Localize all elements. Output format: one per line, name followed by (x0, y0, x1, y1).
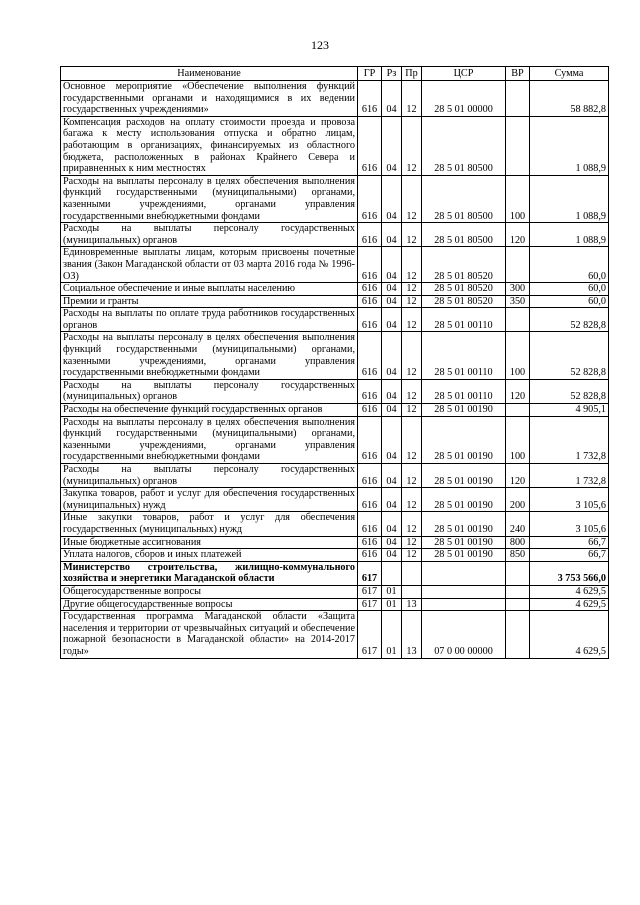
cell-csr: 28 5 01 80500 (422, 175, 506, 222)
header-vr: ВР (506, 67, 530, 81)
cell-pr: 12 (402, 81, 422, 117)
cell-rz: 01 (382, 598, 402, 611)
cell-rz: 01 (382, 585, 402, 598)
table-body (61, 81, 609, 659)
budget-table (60, 66, 609, 659)
cell-name: Единовременные выплаты лицам, которым присвоены почетные звания (Закон Магаданской области от 03 марта 2016 года № 1996-ОЗ) (61, 247, 358, 283)
cell-name: Уплата налогов, сборов и иных платежей (61, 549, 358, 562)
cell-gr: 616 (358, 416, 382, 463)
cell-name: Иные бюджетные ассигнования (61, 536, 358, 549)
cell-rz: 04 (382, 223, 402, 247)
cell-csr: 28 5 01 00190 (422, 549, 506, 562)
cell-csr: 28 5 01 00190 (422, 464, 506, 488)
cell-csr: 28 5 01 80520 (422, 283, 506, 296)
table-row (61, 598, 609, 611)
cell-pr: 12 (402, 512, 422, 536)
cell-name: Другие общегосударственные вопросы (61, 598, 358, 611)
cell-name: Расходы на выплаты персоналу государственных (муниципальных) органов (61, 464, 358, 488)
cell-sum: 1 732,8 (530, 416, 609, 463)
cell-pr: 12 (402, 332, 422, 379)
cell-pr (402, 585, 422, 598)
cell-pr (402, 561, 422, 585)
cell-sum: 4 629,5 (530, 585, 609, 598)
table-row (61, 308, 609, 332)
cell-rz: 01 (382, 611, 402, 658)
cell-rz: 04 (382, 308, 402, 332)
table-row (61, 549, 609, 562)
cell-name: Расходы на выплаты персоналу в целях обеспечения выполнения функций государственными (муниципальными) органами, казенными учреждениями, органами управления государственными внебюджетными фондами (61, 332, 358, 379)
cell-rz: 04 (382, 464, 402, 488)
cell-rz: 04 (382, 549, 402, 562)
cell-sum: 3 105,6 (530, 512, 609, 536)
cell-rz: 04 (382, 295, 402, 308)
header-name: Наименование (61, 67, 358, 81)
cell-sum: 52 828,8 (530, 332, 609, 379)
cell-gr: 616 (358, 295, 382, 308)
cell-pr: 12 (402, 247, 422, 283)
page-number: 123 (311, 38, 329, 52)
cell-name: Общегосударственные вопросы (61, 585, 358, 598)
cell-gr: 616 (358, 283, 382, 296)
cell-gr: 616 (358, 175, 382, 222)
cell-rz: 04 (382, 81, 402, 117)
cell-sum: 4 629,5 (530, 598, 609, 611)
cell-gr: 616 (358, 223, 382, 247)
cell-csr (422, 598, 506, 611)
cell-name: Расходы на выплаты по оплате труда работников государственных органов (61, 308, 358, 332)
cell-sum: 60,0 (530, 247, 609, 283)
cell-sum: 66,7 (530, 536, 609, 549)
cell-sum: 4 629,5 (530, 611, 609, 658)
cell-rz: 04 (382, 116, 402, 175)
header-rz: Рз (382, 67, 402, 81)
header-sum: Сумма (530, 67, 609, 81)
cell-pr: 12 (402, 549, 422, 562)
cell-pr: 12 (402, 416, 422, 463)
cell-name: Иные закупки товаров, работ и услуг для обеспечения государственных (муниципальных) нужд (61, 512, 358, 536)
cell-pr: 13 (402, 598, 422, 611)
cell-sum: 1 732,8 (530, 464, 609, 488)
cell-rz: 04 (382, 488, 402, 512)
cell-pr: 12 (402, 404, 422, 417)
table-row (61, 283, 609, 296)
cell-gr: 616 (358, 488, 382, 512)
cell-csr: 28 5 01 80520 (422, 247, 506, 283)
cell-rz: 04 (382, 379, 402, 403)
cell-rz: 04 (382, 175, 402, 222)
cell-csr: 28 5 01 00190 (422, 536, 506, 549)
cell-csr: 28 5 01 00000 (422, 81, 506, 117)
cell-csr: 28 5 01 00190 (422, 416, 506, 463)
cell-sum: 3 753 566,0 (530, 561, 609, 585)
cell-rz: 04 (382, 247, 402, 283)
cell-rz: 04 (382, 332, 402, 379)
cell-rz: 04 (382, 404, 402, 417)
cell-sum: 1 088,9 (530, 175, 609, 222)
cell-vr: 120 (506, 223, 530, 247)
table-row (61, 332, 609, 379)
table-row (61, 81, 609, 117)
cell-sum: 66,7 (530, 549, 609, 562)
cell-csr: 28 5 01 00190 (422, 488, 506, 512)
cell-sum: 1 088,9 (530, 223, 609, 247)
table-row (61, 536, 609, 549)
cell-name: Государственная программа Магаданской области «Защита населения и территории от чрезвычайных ситуаций и обеспечение пожарной безопасности в Магаданской области» на 2014-2017 годы» (61, 611, 358, 658)
table-row (61, 416, 609, 463)
cell-csr: 28 5 01 00110 (422, 308, 506, 332)
cell-name: Расходы на выплаты персоналу государственных (муниципальных) органов (61, 223, 358, 247)
cell-vr (506, 561, 530, 585)
cell-csr: 28 5 01 80500 (422, 223, 506, 247)
table-row (61, 295, 609, 308)
table-row (61, 611, 609, 658)
header-csr: ЦСР (422, 67, 506, 81)
table-row (61, 585, 609, 598)
table-row (61, 116, 609, 175)
table-row (61, 561, 609, 585)
cell-pr: 12 (402, 379, 422, 403)
cell-gr: 616 (358, 512, 382, 536)
cell-csr (422, 585, 506, 598)
cell-vr: 800 (506, 536, 530, 549)
cell-vr: 100 (506, 175, 530, 222)
cell-vr: 100 (506, 416, 530, 463)
table-header-row (61, 67, 609, 81)
cell-name: Расходы на выплаты персоналу государственных (муниципальных) органов (61, 379, 358, 403)
cell-name: Расходы на обеспечение функций государственных органов (61, 404, 358, 417)
cell-rz: 04 (382, 416, 402, 463)
cell-gr: 616 (358, 464, 382, 488)
header-pr: Пр (402, 67, 422, 81)
cell-sum: 60,0 (530, 283, 609, 296)
cell-gr: 616 (358, 404, 382, 417)
table-row (61, 464, 609, 488)
cell-sum: 52 828,8 (530, 308, 609, 332)
cell-gr: 617 (358, 561, 382, 585)
cell-csr: 07 0 00 00000 (422, 611, 506, 658)
cell-vr (506, 81, 530, 117)
cell-csr: 28 5 01 00190 (422, 512, 506, 536)
cell-csr: 28 5 01 00190 (422, 404, 506, 417)
cell-vr: 350 (506, 295, 530, 308)
header-gr: ГР (358, 67, 382, 81)
cell-vr (506, 247, 530, 283)
cell-csr: 28 5 01 80520 (422, 295, 506, 308)
cell-gr: 616 (358, 536, 382, 549)
cell-gr: 616 (358, 308, 382, 332)
cell-pr: 12 (402, 283, 422, 296)
cell-name: Расходы на выплаты персоналу в целях обеспечения выполнения функций государственными (муниципальными) органами, казенными учреждениями, органами управления государственными внебюджетными фондами (61, 416, 358, 463)
cell-gr: 616 (358, 332, 382, 379)
cell-vr (506, 598, 530, 611)
cell-csr: 28 5 01 00110 (422, 379, 506, 403)
cell-pr: 12 (402, 223, 422, 247)
table-row (61, 379, 609, 403)
cell-vr: 100 (506, 332, 530, 379)
cell-name: Компенсация расходов на оплату стоимости проезда и провоза багажа к месту использования отпуска и обратно лицам, работающим в организациях, финансируемых из областного бюджета, расположенных в районах Крайнего Севера и приравненных к ним местностях (61, 116, 358, 175)
cell-name: Основное мероприятие «Обеспечение выполнения функций государственными органами и находящимися в их ведении государственных учреждениями» (61, 81, 358, 117)
table-row (61, 488, 609, 512)
cell-gr: 617 (358, 598, 382, 611)
cell-pr: 12 (402, 488, 422, 512)
cell-csr: 28 5 01 00110 (422, 332, 506, 379)
cell-rz: 04 (382, 536, 402, 549)
table-row (61, 404, 609, 417)
cell-pr: 12 (402, 295, 422, 308)
cell-pr: 13 (402, 611, 422, 658)
cell-pr: 12 (402, 464, 422, 488)
cell-name: Социальное обеспечение и иные выплаты населению (61, 283, 358, 296)
cell-sum: 4 905,1 (530, 404, 609, 417)
cell-vr: 850 (506, 549, 530, 562)
cell-sum: 60,0 (530, 295, 609, 308)
cell-vr (506, 585, 530, 598)
cell-vr: 200 (506, 488, 530, 512)
cell-vr (506, 404, 530, 417)
cell-gr: 617 (358, 611, 382, 658)
cell-name: Расходы на выплаты персоналу в целях обеспечения выполнения функций государственными (муниципальными) органами, казенными учреждениями, органами управления государственными внебюджетными фондами (61, 175, 358, 222)
cell-sum: 52 828,8 (530, 379, 609, 403)
cell-gr: 617 (358, 585, 382, 598)
cell-sum: 1 088,9 (530, 116, 609, 175)
cell-name: Закупка товаров, работ и услуг для обеспечения государственных (муниципальных) нужд (61, 488, 358, 512)
cell-sum: 3 105,6 (530, 488, 609, 512)
cell-vr (506, 308, 530, 332)
cell-pr: 12 (402, 116, 422, 175)
cell-pr: 12 (402, 536, 422, 549)
table-row (61, 512, 609, 536)
cell-vr (506, 611, 530, 658)
cell-gr: 616 (358, 379, 382, 403)
cell-gr: 616 (358, 247, 382, 283)
cell-vr: 300 (506, 283, 530, 296)
cell-vr: 120 (506, 379, 530, 403)
table-row (61, 175, 609, 222)
cell-name: Премии и гранты (61, 295, 358, 308)
cell-csr: 28 5 01 80500 (422, 116, 506, 175)
cell-vr: 240 (506, 512, 530, 536)
table-row (61, 247, 609, 283)
cell-gr: 616 (358, 116, 382, 175)
cell-pr: 12 (402, 175, 422, 222)
cell-rz (382, 561, 402, 585)
cell-rz: 04 (382, 512, 402, 536)
cell-pr: 12 (402, 308, 422, 332)
cell-vr: 120 (506, 464, 530, 488)
cell-vr (506, 116, 530, 175)
cell-rz: 04 (382, 283, 402, 296)
table-row (61, 223, 609, 247)
cell-csr (422, 561, 506, 585)
cell-name: Министерство строительства, жилищно-коммунального хозяйства и энергетики Магаданской области (61, 561, 358, 585)
cell-gr: 616 (358, 81, 382, 117)
cell-sum: 58 882,8 (530, 81, 609, 117)
cell-gr: 616 (358, 549, 382, 562)
